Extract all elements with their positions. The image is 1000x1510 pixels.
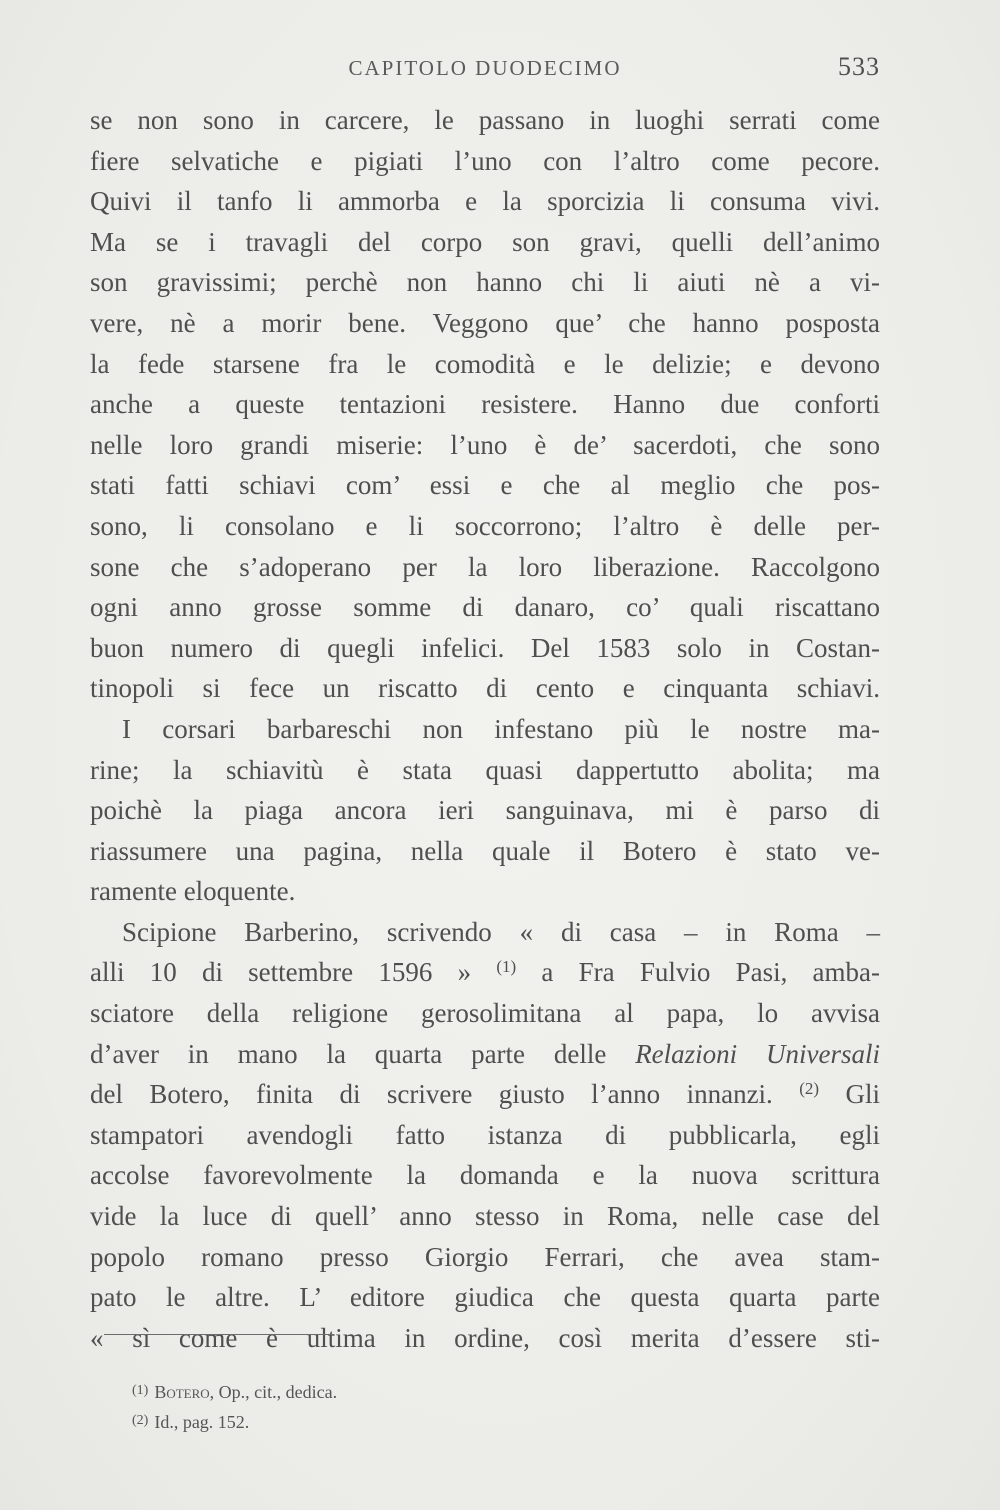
paragraph-start-line: I corsari barbareschi non infestano più le nostre ma- xyxy=(122,713,880,744)
running-title: CAPITOLO DUODECIMO xyxy=(348,56,622,80)
line-segment: a Fra Fulvio Pasi, amba- xyxy=(541,957,881,988)
footnote-mark: (1) xyxy=(132,1383,149,1398)
footnote-ref-1: (1) xyxy=(496,957,517,977)
text-line: Quivi il tanfo li ammorba e la sporcizia li consuma vivi. xyxy=(90,186,880,217)
paragraph-start-line: Scipione Barberino, scrivendo « di casa – in Roma – xyxy=(122,916,880,947)
text-line: la fede starsene fra le comodità e le delizie; e devono xyxy=(90,348,880,379)
text-line: accolse favorevolmente la domanda e la nuova scrittura xyxy=(90,1160,880,1191)
page-number: 533 xyxy=(838,52,880,81)
footnote-text: , Op., cit., dedica. xyxy=(209,1382,338,1402)
footnote-2 xyxy=(132,1406,732,1436)
running-head xyxy=(90,52,880,90)
text-line: sciatore della religione gerosolimitana al papa, lo avvisa xyxy=(90,998,880,1029)
text-line: anche a queste tentazioni resistere. Hanno due conforti xyxy=(90,389,880,420)
text-line: stati fatti schiavi com’ essi e che al meglio che pos- xyxy=(90,470,880,501)
text-line-with-footnote-ref xyxy=(90,1074,880,1115)
text-line: buon numero di quegli infelici. Del 1583 solo in Costan- xyxy=(90,632,880,663)
text-line: « sì come è ultima in ordine, così merita d’essere sti- xyxy=(90,1322,880,1353)
body-text xyxy=(90,100,880,1358)
footnote-1 xyxy=(132,1376,732,1406)
text-line: fiere selvatiche e pigiati l’uno con l’altro come pecore. xyxy=(90,145,880,176)
footnote-text: Id., pag. 152. xyxy=(154,1412,250,1432)
text-line: poichè la piaga ancora ieri sanguinava, mi è parso di xyxy=(90,795,880,826)
text-line-with-italic xyxy=(90,1034,880,1075)
line-segment: Gli xyxy=(845,1079,880,1110)
footnote-mark: (2) xyxy=(132,1413,149,1428)
text-line: popolo romano presso Giorgio Ferrari, che avea stam- xyxy=(90,1241,880,1272)
text-line: se non sono in carcere, le passano in luoghi serrati come xyxy=(90,105,880,135)
text-line-with-footnote-ref xyxy=(90,952,880,993)
footnotes xyxy=(132,1376,732,1436)
text-line: sone che s’adoperano per la loro liberazione. Raccolgono xyxy=(90,551,880,582)
footnote-author: Botero xyxy=(154,1382,210,1402)
text-line: riassumere una pagina, nella quale il Botero è stato ve- xyxy=(90,835,880,866)
text-line: vere, nè a morir bene. Veggono que’ che hanno posposta xyxy=(90,307,880,338)
text-line: nelle loro grandi miserie: l’uno è de’ sacerdoti, che sono xyxy=(90,429,880,460)
line-segment: del Botero, finita di scrivere giusto l’anno innanzi. xyxy=(90,1079,773,1110)
text-line: tinopoli si fece un riscatto di cento e cinquanta schiavi. xyxy=(90,673,880,704)
text-line: pato le altre. L’ editore giudica che questa quarta parte xyxy=(90,1282,880,1313)
text-line: stampatori avendogli fatto istanza di pubblicarla, egli xyxy=(90,1119,880,1150)
text-line: ogni anno grosse somme di danaro, co’ quali riscattano xyxy=(90,592,880,623)
paragraph-end-line: ramente eloquente. xyxy=(90,876,296,907)
text-line: rine; la schiavitù è stata quasi dappertutto abolita; ma xyxy=(90,754,880,785)
text-line: sono, li consolano e li soccorrono; l’altro è delle per- xyxy=(90,510,880,541)
footnote-ref-2: (2) xyxy=(799,1079,820,1099)
text-line: son gravissimi; perchè non hanno chi li aiuti nè a vi- xyxy=(90,267,880,298)
footnote-divider xyxy=(104,1334,334,1335)
italic-title: Relazioni Universali xyxy=(635,1038,880,1069)
line-segment: alli 10 di settembre 1596 » xyxy=(90,957,472,988)
line-segment: d’aver in mano la quarta parte delle xyxy=(90,1038,607,1069)
text-line: Ma se i travagli del corpo son gravi, quelli dell’animo xyxy=(90,226,880,257)
text-line: vide la luce di quell’ anno stesso in Roma, nelle case del xyxy=(90,1201,880,1232)
